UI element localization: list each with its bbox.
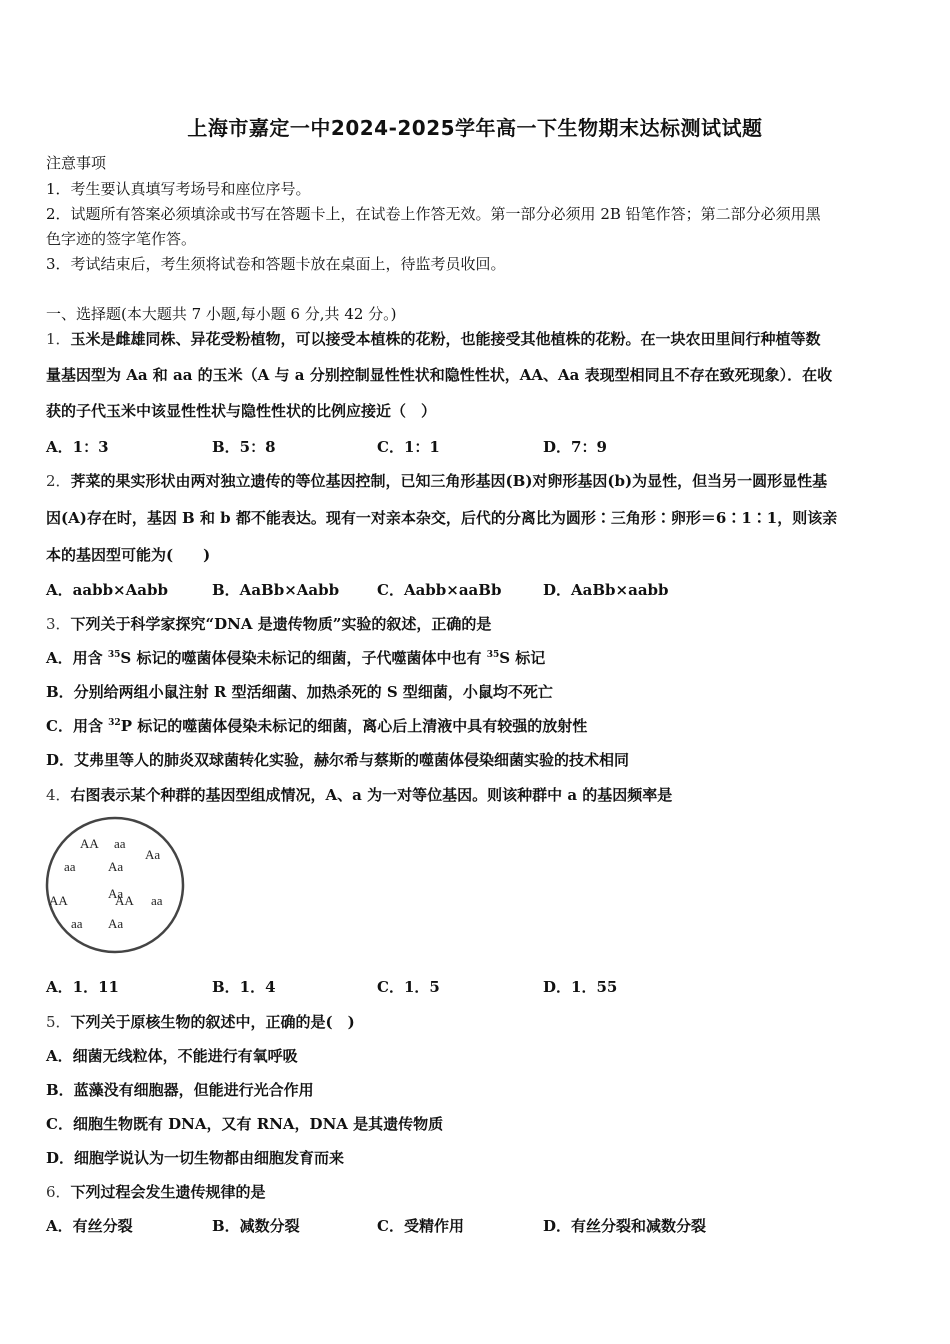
option-c: C．受精作用 — [377, 1217, 464, 1235]
notice-item: 1．考生要认真填写考场号和座位序号。 — [46, 180, 311, 198]
option-a: A．用含 $^{35}$S 标记的噬菌体侵染未标记的细菌，子代噬菌体中也有 $^{35}$S 标记 — [46, 649, 546, 667]
option-c: C．1：1 — [377, 438, 440, 456]
question-2-stem-line: 本的基因型可能为( ) — [46, 546, 211, 564]
option-b: B．AaBb×Aabb — [212, 581, 340, 599]
genotype-label: aa — [71, 916, 83, 931]
genotype-label: AA — [115, 893, 134, 908]
option-a: A．1．11 — [46, 978, 119, 996]
genotype-label: Aa — [108, 886, 124, 901]
option-c: C．1．5 — [377, 978, 440, 996]
option-c: C．Aabb×aaBb — [377, 581, 502, 599]
question-1-stem-line: 量基因型为 Aa 和 aa 的玉米（A 与 a 分别控制显性性状和隐性性状，AA、Aa 表现型相同且不存在致死现象）．在收 — [46, 366, 833, 384]
option-a: A．1：3 — [46, 438, 109, 456]
genotype-label: aa — [114, 836, 126, 851]
option-c: C．用含 $^{32}$P 标记的噬菌体侵染未标记的细菌，离心后上清液中具有较强的放射性 — [46, 717, 588, 735]
question-number: 1． — [46, 330, 71, 348]
question-3-stem: 3．下列关于科学家探究“DNA 是遗传物质”实验的叙述，正确的是 — [46, 615, 492, 633]
question-1-stem-line: 获的子代玉米中该显性性状与隐性性状的比例应接近（ ） — [46, 402, 437, 420]
option-b: B．5：8 — [212, 438, 276, 456]
option-a: A．有丝分裂 — [46, 1217, 133, 1235]
genotype-label: Aa — [145, 847, 161, 862]
option-c: C．细胞生物既有 DNA，又有 RNA，DNA 是其遗传物质 — [46, 1115, 444, 1133]
question-2-stem-line: 因(A)存在时，基因 B 和 b 都不能表达。现有一对亲本杂交，后代的分离比为圆形∶三角形∶卵形＝6∶1∶1，则该亲 — [46, 509, 838, 527]
section-heading: 一、选择题(本大题共 7 小题,每小题 6 分,共 42 分。) — [46, 305, 397, 323]
option-d: D．细胞学说认为一切生物都由细胞发育而来 — [46, 1149, 345, 1167]
option-d: D．有丝分裂和减数分裂 — [543, 1217, 707, 1235]
genotype-label: Aa — [108, 859, 124, 874]
question-6-stem: 6．下列过程会发生遗传规律的是 — [46, 1183, 266, 1201]
question-5-stem: 5．下列关于原核生物的叙述中，正确的是( ) — [46, 1013, 355, 1031]
notice-item: 色字迹的签字笔作答。 — [46, 230, 197, 248]
genotype-label: AA — [49, 893, 68, 908]
option-b: B．减数分裂 — [212, 1217, 300, 1235]
question-4-stem: 4．右图表示某个种群的基因型组成情况，A、a 为一对等位基因。则该种群中 a 的基因频率是 — [46, 786, 673, 804]
notice-heading: 注意事项 — [46, 154, 107, 172]
notice-item: 3．考试结束后，考生须将试卷和答题卡放在桌面上，待监考员收回。 — [46, 255, 506, 273]
option-b: B．分别给两组小鼠注射 R 型活细菌、加热杀死的 S 型细菌，小鼠均不死亡 — [46, 683, 553, 701]
notice-item: 2．试题所有答案必须填涂或书写在答题卡上，在试卷上作答无效。第一部分必须用 2B 铅笔作答；第二部分必须用黑 — [46, 205, 821, 223]
option-a: A．aabb×Aabb — [46, 581, 168, 599]
question-1-stem-line: 1．玉米是雌雄同株、异花受粉植物，可以接受本植株的花粉，也能接受其他植株的花粉。在一块农田里间行种植等数 — [46, 330, 821, 348]
option-b: B．1．4 — [212, 978, 276, 996]
genotype-label: aa — [64, 859, 76, 874]
option-a: A．细菌无线粒体，不能进行有氧呼吸 — [46, 1047, 298, 1065]
question-number: 3． — [46, 615, 71, 633]
option-d: D．1．55 — [543, 978, 618, 996]
question-number: 2． — [46, 472, 71, 490]
option-b: B．蓝藻没有细胞器，但能进行光合作用 — [46, 1081, 314, 1099]
population-genotype-figure — [44, 814, 188, 958]
option-d: D．艾弗里等人的肺炎双球菌转化实验，赫尔希与蔡斯的噬菌体侵染细菌实验的技术相同 — [46, 751, 630, 769]
question-number: 6． — [46, 1183, 71, 1201]
option-d: D．AaBb×aabb — [543, 581, 669, 599]
question-number: 4． — [46, 786, 71, 804]
genotype-label: Aa — [108, 916, 124, 931]
page-title: 上海市嘉定一中2024-2025学年高一下生物期末达标测试试题 — [187, 116, 763, 140]
genotype-label: aa — [151, 893, 163, 908]
genotype-label: AA — [80, 836, 99, 851]
question-number: 5． — [46, 1013, 71, 1031]
question-2-stem-line: 2．荠菜的果实形状由两对独立遗传的等位基因控制，已知三角形基因(B)对卵形基因(b)为显性，但当另一圆形显性基 — [46, 472, 828, 490]
option-d: D．7：9 — [543, 438, 607, 456]
